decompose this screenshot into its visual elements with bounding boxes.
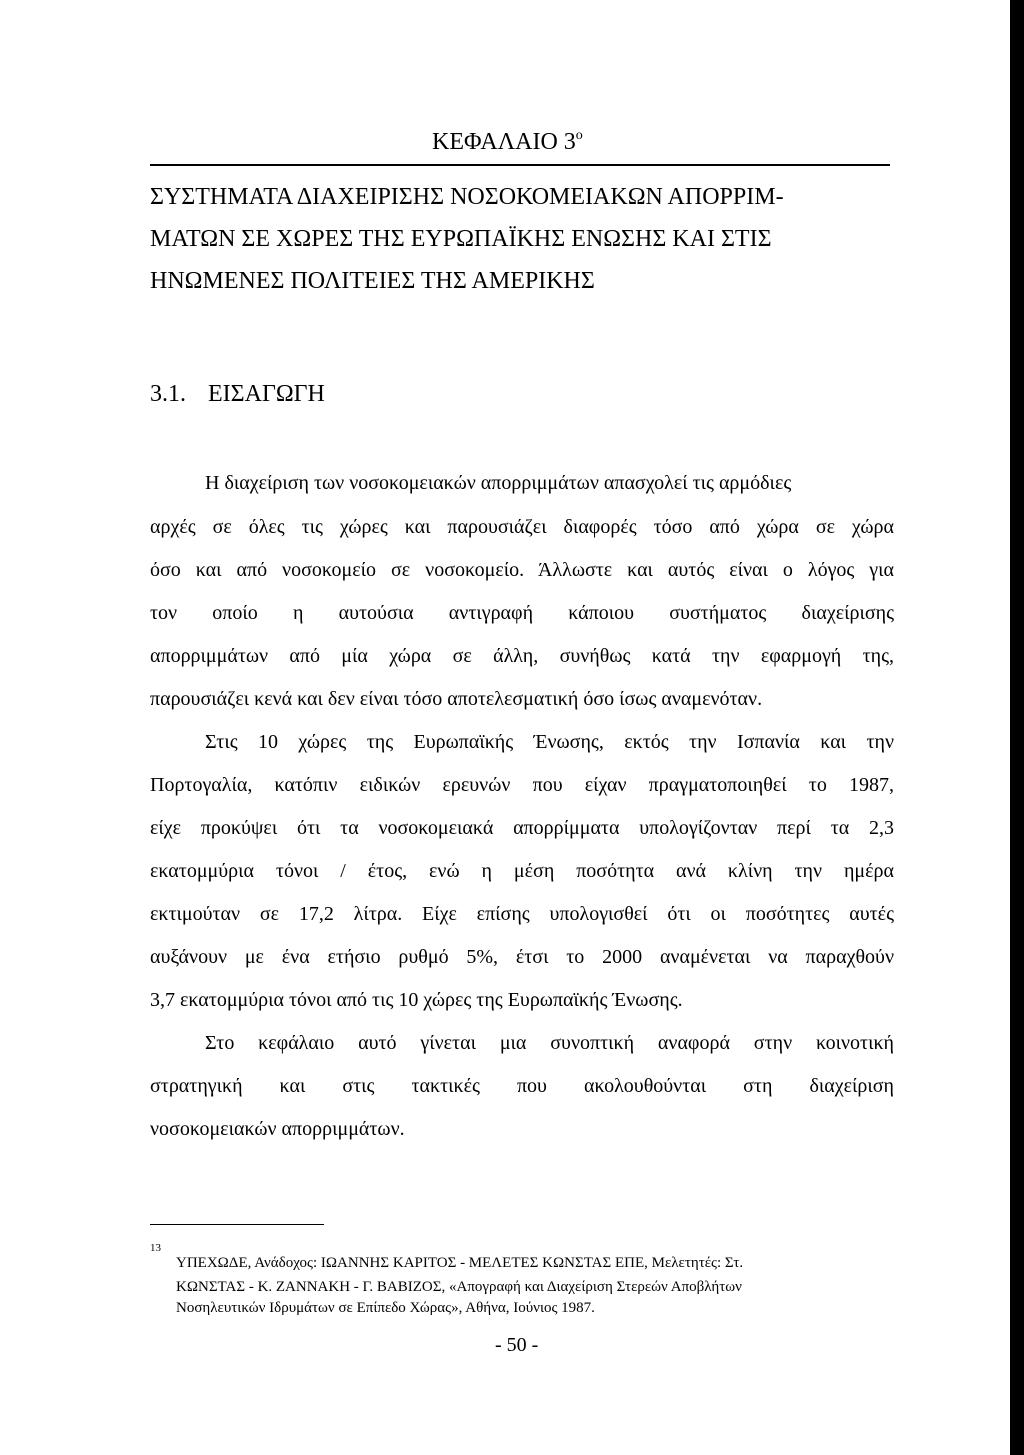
section-heading [150,380,325,408]
section-number: 3.1. [150,381,186,407]
paragraph-line: Η διαχείριση των νοσοκομειακών απορριμμάτων απασχολεί τις αρμόδιες [205,472,792,494]
chapter-title-line: ΣΥΣΤΗΜΑΤΑ ΔΙΑΧΕΙΡΙΣΗΣ ΝΟΣΟΚΟΜΕΙΑΚΩΝ ΑΠΟΡΡΙΜ- [150,184,784,210]
paragraph-line: αρχές σε όλες τις χώρες και παρουσιάζει διαφορές τόσο από χώρα σε χώρα [150,516,894,538]
paragraph-line: εκτιμούταν σε 17,2 λίτρα. Είχε επίσης υπολογισθεί ότι οι ποσότητες αυτές [150,903,894,925]
chapter-title-line: ΜΑΤΩΝ ΣΕ ΧΩΡΕΣ ΤΗΣ ΕΥΡΩΠΑΪΚΗΣ ΕΝΩΣΗΣ ΚΑΙ ΣΤΙΣ [150,226,772,252]
paragraph-line: αυξάνουν με ένα ετήσιο ρυθμό 5%, έτσι το 2000 αναμένεται να παραχθούν [150,946,894,968]
footnote-line: Νοσηλευτικών Ιδρυμάτων σε Επίπεδο Χώρας», Αθήνα, Ιούνιος 1987. [176,1300,595,1316]
paragraph-line: απορριμμάτων από μία χώρα σε άλλη, συνήθως κατά την εφαρμογή της, [150,645,894,667]
paragraph-line: παρουσιάζει κενά και δεν είναι τόσο αποτελεσματική όσο ίσως αναμενόταν. [150,688,763,710]
paragraph-line: τον οποίο η αυτούσια αντιγραφή κάποιου συστήματος διαχείρισης [150,602,894,624]
paragraph-line: Στο κεφάλαιο αυτό γίνεται μια συνοπτική αναφορά στην κοινοτική [205,1032,894,1054]
paragraph-line: 3,7 εκατομμύρια τόνοι από τις 10 χώρες της Ευρωπαϊκής Ένωσης. [150,989,683,1011]
paragraph-line: εκατομμύρια τόνοι / έτος, ενώ η μέση ποσότητα ανά κλίνη την ημέρα [150,860,894,882]
chapter-underline [150,164,890,166]
paragraph-line: είχε προκύψει ότι τα νοσοκομειακά απορρίμματα υπολογίζονταν περί τα 2,3 [150,817,894,839]
footnote-line: ΥΠΕΧΩΔΕ, Ανάδοχος: ΙΩΑΝΝΗΣ ΚΑΡΙΤΟΣ - ΜΕΛΕΤΕΣ ΚΩΝΣΤΑΣ ΕΠΕ, Μελετητές: Στ. [176,1255,744,1271]
page-number: - 50 - [495,1334,539,1356]
paragraph-line: νοσοκομειακών απορριμμάτων. [150,1118,405,1140]
chapter-title [150,176,890,302]
footnote-line: ΚΩΝΣΤΑΣ - Κ. ΖΑΝΝΑΚΗ - Γ. ΒΑΒΙΖΟΣ, «Απογραφή και Διαχείριση Στερεών Αποβλήτων [176,1279,742,1295]
footnote-marker: 13 [150,1242,161,1254]
paragraph-line: Πορτογαλία, κατόπιν ειδικών ερευνών που είχαν πραγματοποιηθεί το 1987, [150,774,894,796]
paragraph-line: στρατηγική και στις τακτικές που ακολουθούνται στη διαχείριση [150,1075,894,1097]
paragraph-line: Στις 10 χώρες της Ευρωπαϊκής Ένωσης, εκτός την Ισπανία και την [205,731,894,753]
chapter-superscript: ο [575,128,583,143]
section-title: ΕΙΣΑΓΩΓΗ [208,381,325,407]
chapter-label: ΚΕΦΑΛΑΙΟ 3 [432,129,576,155]
chapter-heading [432,128,583,156]
footnote-separator [150,1224,324,1225]
paragraph-line: όσο και από νοσοκομείο σε νοσοκομείο. Άλλωστε και αυτός είναι ο λόγος για [150,559,894,581]
chapter-title-line: ΗΝΩΜΕΝΕΣ ΠΟΛΙΤΕΙΕΣ ΤΗΣ ΑΜΕΡΙΚΗΣ [150,268,595,294]
